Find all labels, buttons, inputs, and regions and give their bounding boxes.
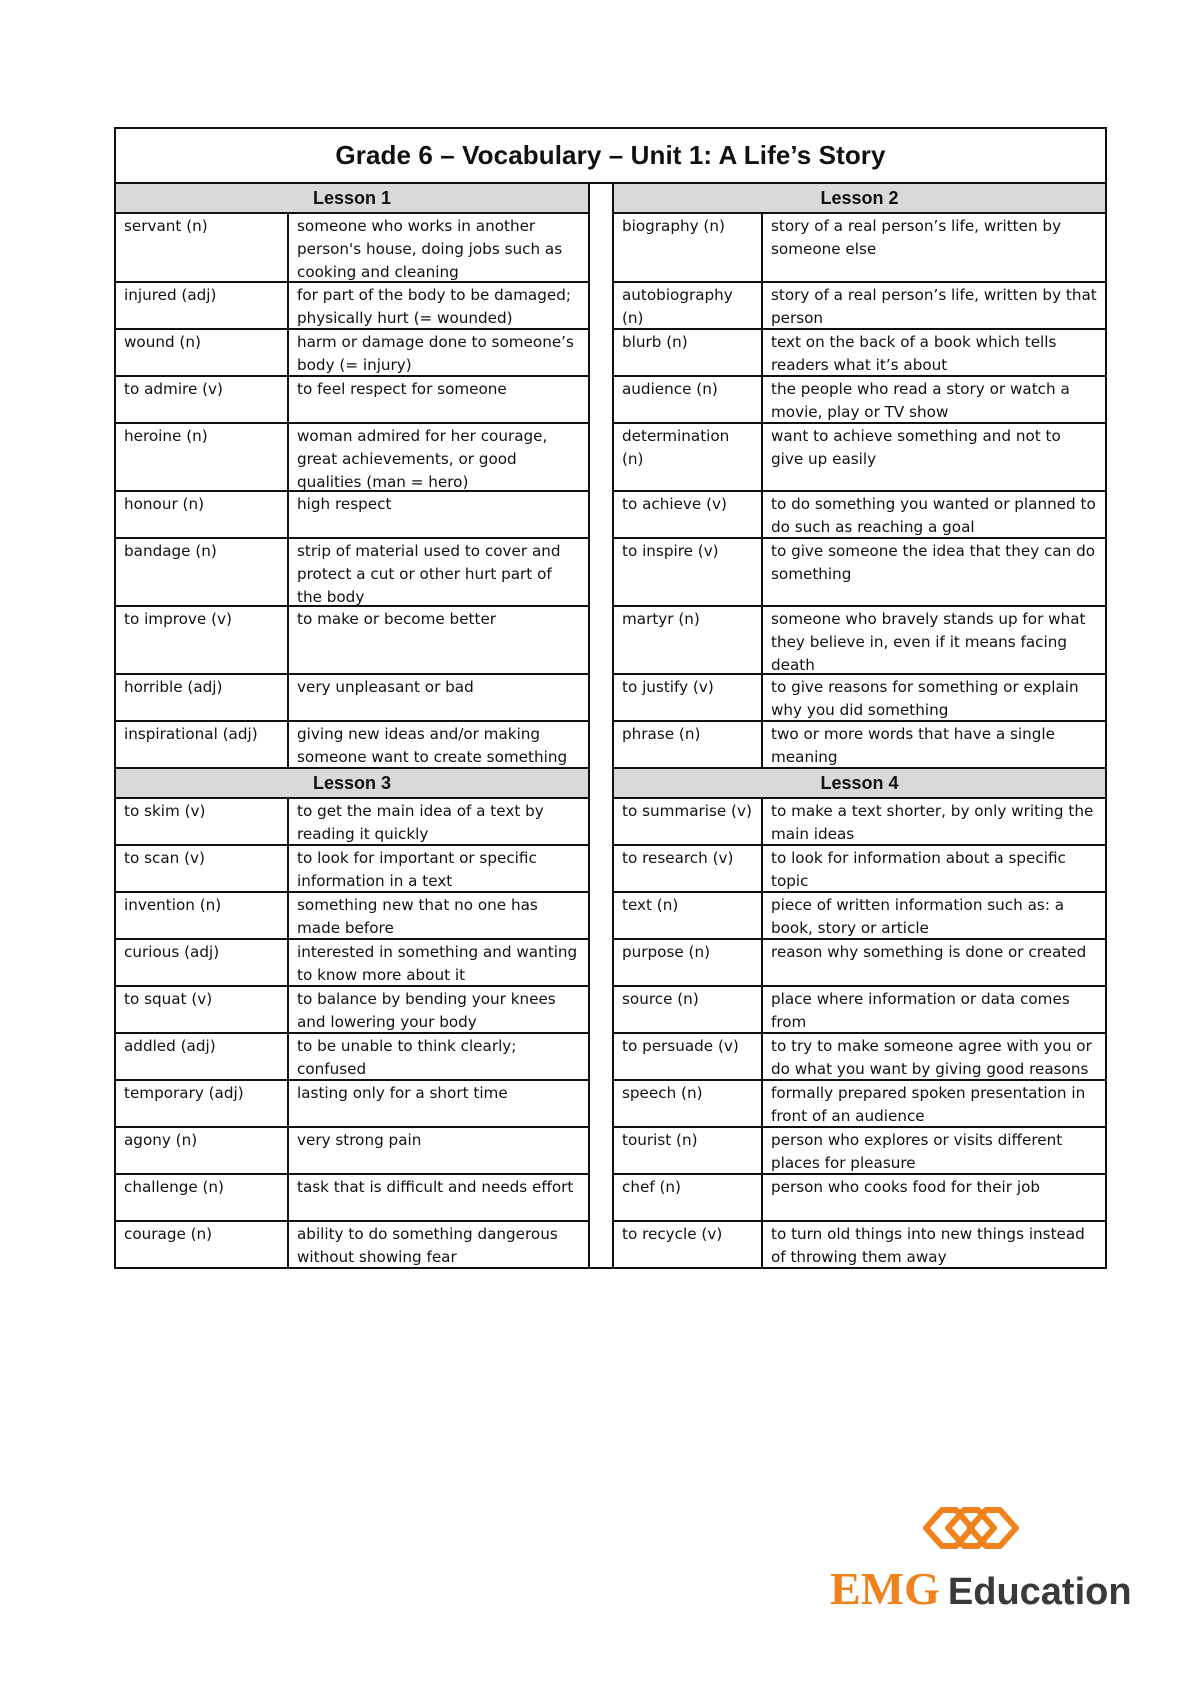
vocab-term: to skim (v) <box>116 799 289 846</box>
table-row <box>614 846 1105 893</box>
table-row <box>116 214 588 283</box>
vocab-term: tourist (n) <box>614 1128 763 1175</box>
vocab-definition: to get the main idea of a text by reading it quickly <box>297 802 544 843</box>
vocab-definition: person who cooks food for their job <box>771 1178 1040 1196</box>
vocab-definition: to turn old things into new things instead of throwing them away <box>771 1225 1085 1266</box>
vocab-term: to achieve (v) <box>614 492 763 539</box>
table-row <box>614 539 1105 607</box>
vocab-definition: to look for information about a specific topic <box>771 849 1066 890</box>
table-row <box>116 1034 588 1081</box>
vocab-definition: to give someone the idea that they can do something <box>771 542 1096 583</box>
vocab-term: blurb (n) <box>614 330 763 377</box>
vocab-term: wound (n) <box>116 330 289 377</box>
vocab-definition: to look for important or specific information in a text <box>297 849 537 890</box>
vocab-definition: something new that no one has made before <box>297 896 538 937</box>
vocab-definition: story of a real person’s life, written by that person <box>771 286 1097 327</box>
vocab-definition: high respect <box>297 495 392 513</box>
table-row <box>614 940 1105 987</box>
vocab-term: purpose (n) <box>614 940 763 985</box>
table-row <box>116 424 588 492</box>
vocab-term: to scan (v) <box>116 846 289 893</box>
vocab-definition: someone who works in another person's house, doing jobs such as cooking and cleaning <box>297 217 563 281</box>
table-row <box>614 1081 1105 1128</box>
vocab-term: injured (adj) <box>116 283 289 330</box>
page-title: Grade 6 – Vocabulary – Unit 1: A Life’s Story <box>335 140 886 170</box>
vocab-definition: to balance by bending your knees and lowering your body <box>297 990 556 1031</box>
vocab-term: biography (n) <box>614 214 763 281</box>
table-row <box>116 1081 588 1128</box>
column-gap <box>590 184 612 1267</box>
lesson-3-heading: Lesson 3 <box>116 769 588 799</box>
vocab-term: horrible (adj) <box>116 675 289 720</box>
vocab-definition: woman admired for her courage, great achievements, or good qualities (man = hero) <box>297 427 548 491</box>
vocab-definition: strip of material used to cover and protect a cut or other hurt part of the body <box>297 542 561 606</box>
table-row <box>614 283 1105 330</box>
logo-education-text: Education <box>947 1571 1132 1613</box>
vocab-definition: text on the back of a book which tells readers what it’s about <box>771 333 1057 374</box>
vocab-term: to persuade (v) <box>614 1034 763 1081</box>
table-row <box>614 1175 1105 1222</box>
vocab-term: addled (adj) <box>116 1034 289 1081</box>
vocab-definition: want to achieve something and not to give up easily <box>771 427 1061 468</box>
table-row <box>614 1034 1105 1081</box>
vocab-term: speech (n) <box>614 1081 763 1128</box>
vocab-term: phrase (n) <box>614 722 763 769</box>
lesson-1-heading: Lesson 1 <box>116 184 588 214</box>
vocab-term: invention (n) <box>116 893 289 940</box>
table-row <box>116 377 588 424</box>
table-row <box>116 283 588 330</box>
table-row <box>614 330 1105 377</box>
vocab-term: curious (adj) <box>116 940 289 987</box>
vocab-term: to admire (v) <box>116 377 289 422</box>
vocab-definition: very strong pain <box>297 1131 422 1149</box>
logo-brand-text: EMG <box>830 1563 940 1614</box>
vocab-term: to improve (v) <box>116 607 289 673</box>
table-row <box>116 675 588 722</box>
vocab-definition: reason why something is done or created <box>771 943 1087 961</box>
vocab-term: to justify (v) <box>614 675 763 722</box>
table-row <box>116 799 588 846</box>
vocab-definition: to make a text shorter, by only writing the main ideas <box>771 802 1094 843</box>
vocab-term: source (n) <box>614 987 763 1034</box>
vocab-term: autobiography (n) <box>614 283 763 330</box>
vocab-definition: lasting only for a short time <box>297 1084 508 1102</box>
table-row <box>614 1222 1105 1267</box>
lesson-4-heading: Lesson 4 <box>614 769 1105 799</box>
lesson-2-heading: Lesson 2 <box>614 184 1105 214</box>
table-row <box>614 424 1105 492</box>
table-row <box>614 607 1105 675</box>
vocab-definition: to do something you wanted or planned to do such as reaching a goal <box>771 495 1096 536</box>
table-row <box>116 893 588 940</box>
vocab-term: audience (n) <box>614 377 763 424</box>
vocab-definition: piece of written information such as: a book, story or article <box>771 896 1065 937</box>
vocab-definition: to make or become better <box>297 610 497 628</box>
chain-link-icon <box>922 1502 1020 1554</box>
vocab-definition: formally prepared spoken presentation in front of an audience <box>771 1084 1086 1125</box>
logo-wordmark <box>830 1562 1132 1615</box>
vocab-term: to inspire (v) <box>614 539 763 605</box>
vocab-term: martyr (n) <box>614 607 763 677</box>
vocab-term: servant (n) <box>116 214 289 284</box>
table-row <box>614 1128 1105 1175</box>
lesson-1-table <box>116 214 588 769</box>
table-row <box>116 492 588 539</box>
vocab-term: to squat (v) <box>116 987 289 1034</box>
table-row <box>614 987 1105 1034</box>
table-row <box>614 722 1105 769</box>
vocabulary-sheet <box>114 127 1107 1269</box>
emg-education-logo <box>830 1502 1132 1622</box>
vocab-definition: the people who read a story or watch a movie, play or TV show <box>771 380 1070 421</box>
table-row <box>116 1175 588 1222</box>
right-column <box>612 184 1105 1267</box>
vocab-term: chef (n) <box>614 1175 763 1220</box>
vocab-definition: harm or damage done to someone’s body (= injury) <box>297 333 574 374</box>
vocab-definition: giving new ideas and/or making someone want to create something <box>297 725 568 766</box>
vocab-term: temporary (adj) <box>116 1081 289 1126</box>
vocab-term: inspirational (adj) <box>116 722 289 769</box>
vocab-definition: person who explores or visits different places for pleasure <box>771 1131 1063 1172</box>
table-row <box>116 987 588 1034</box>
table-row <box>614 799 1105 846</box>
lesson-2-table <box>614 214 1105 769</box>
vocab-term: to recycle (v) <box>614 1222 763 1269</box>
vocab-definition: to give reasons for something or explain why you did something <box>771 678 1079 719</box>
vocab-definition: very unpleasant or bad <box>297 678 474 696</box>
vocab-definition: someone who bravely stands up for what they believe in, even if it means facing death <box>771 610 1086 674</box>
title-box <box>114 127 1107 182</box>
vocab-definition: to be unable to think clearly; confused <box>297 1037 517 1078</box>
vocab-term: courage (n) <box>116 1222 289 1269</box>
vocab-definition: interested in something and wanting to know more about it <box>297 943 578 984</box>
vocab-definition: for part of the body to be damaged; physically hurt (= wounded) <box>297 286 571 327</box>
vocab-term: text (n) <box>614 893 763 940</box>
table-row <box>614 214 1105 283</box>
vocab-definition: to try to make someone agree with you or do what you want by giving good reasons <box>771 1037 1092 1078</box>
lesson-4-table <box>614 799 1105 1267</box>
vocab-definition: ability to do something dangerous without showing fear <box>297 1225 558 1266</box>
vocab-definition: task that is difficult and needs effort <box>297 1178 574 1196</box>
vocab-term: bandage (n) <box>116 539 289 609</box>
table-row <box>116 1128 588 1175</box>
vocab-term: to research (v) <box>614 846 763 893</box>
vocab-definition: place where information or data comes from <box>771 990 1070 1031</box>
table-row <box>614 675 1105 722</box>
vocab-definition: story of a real person’s life, written by someone else <box>771 217 1062 258</box>
vocabulary-grid <box>114 182 1107 1269</box>
vocab-definition: to feel respect for someone <box>297 380 507 398</box>
vocab-term: determination (n) <box>614 424 763 490</box>
vocab-term: to summarise (v) <box>614 799 763 846</box>
lesson-3-table <box>116 799 588 1267</box>
table-row <box>614 492 1105 539</box>
table-row <box>116 722 588 769</box>
table-row <box>116 330 588 377</box>
table-row <box>614 893 1105 940</box>
table-row <box>116 1222 588 1267</box>
vocab-term: challenge (n) <box>116 1175 289 1220</box>
table-row <box>116 539 588 607</box>
table-row <box>116 846 588 893</box>
vocab-term: heroine (n) <box>116 424 289 494</box>
table-row <box>614 377 1105 424</box>
vocab-term: honour (n) <box>116 492 289 537</box>
table-row <box>116 940 588 987</box>
table-row <box>116 607 588 675</box>
vocab-term: agony (n) <box>116 1128 289 1173</box>
vocab-definition: two or more words that have a single meaning <box>771 725 1055 766</box>
left-column <box>116 184 590 1267</box>
